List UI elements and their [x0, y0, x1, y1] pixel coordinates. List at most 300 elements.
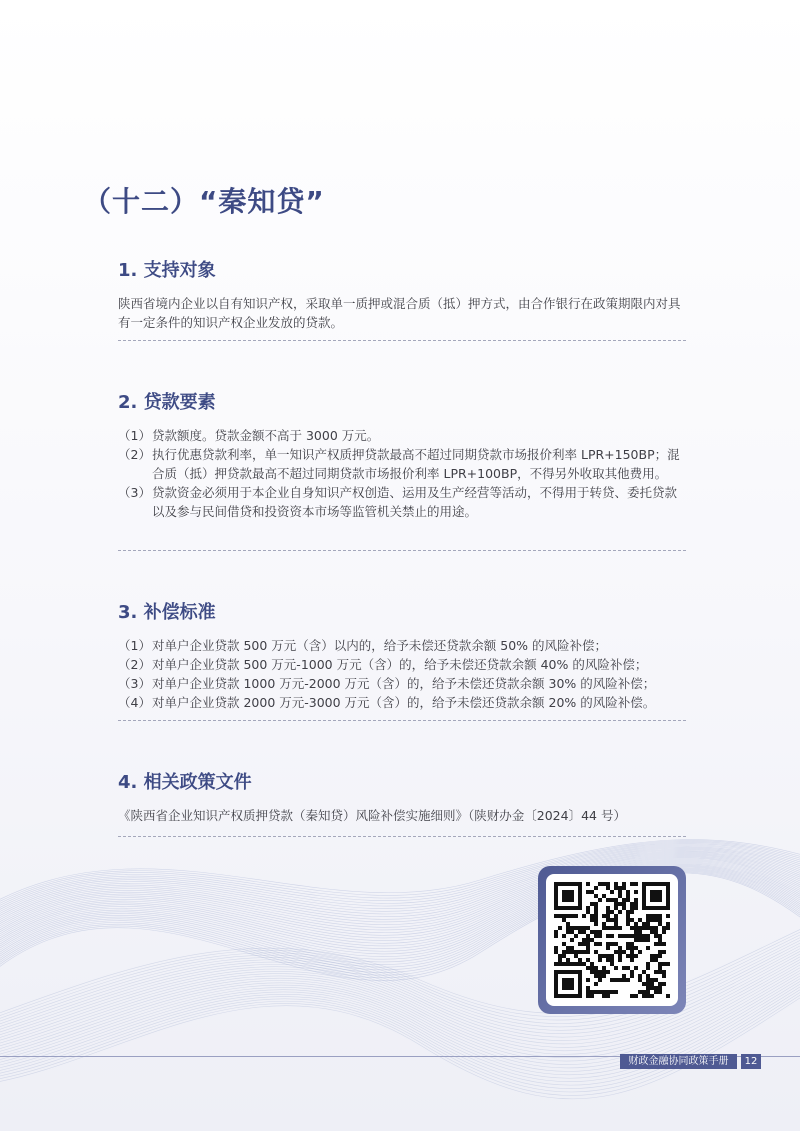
qr-module	[614, 882, 618, 886]
qr-module	[594, 906, 598, 910]
qr-module	[634, 946, 638, 950]
qr-module	[630, 970, 634, 974]
qr-module	[666, 886, 670, 890]
qr-module	[594, 974, 598, 978]
qr-module	[630, 958, 634, 962]
qr-module	[574, 906, 578, 910]
qr-module	[578, 950, 582, 954]
qr-module	[566, 982, 570, 986]
qr-module	[614, 942, 618, 946]
qr-module	[630, 910, 634, 914]
qr-module	[654, 942, 658, 946]
qr-module	[646, 986, 650, 990]
qr-module	[638, 938, 642, 942]
qr-module	[606, 994, 610, 998]
qr-module	[570, 898, 574, 902]
qr-module	[622, 966, 626, 970]
qr-module	[606, 886, 610, 890]
qr-module	[622, 906, 626, 910]
qr-module	[638, 918, 642, 922]
qr-module	[554, 994, 558, 998]
qr-module	[578, 930, 582, 934]
qr-module	[602, 922, 606, 926]
qr-module	[578, 990, 582, 994]
qr-module	[578, 978, 582, 982]
qr-module	[614, 922, 618, 926]
qr-module	[630, 902, 634, 906]
qr-module	[602, 954, 606, 958]
qr-module	[638, 950, 642, 954]
qr-module	[582, 962, 586, 966]
qr-module	[574, 934, 578, 938]
qr-module	[598, 970, 602, 974]
qr-module	[566, 930, 570, 934]
qr-module	[570, 914, 574, 918]
qr-module	[658, 962, 662, 966]
qr-module	[586, 910, 590, 914]
qr-module	[606, 954, 610, 958]
qr-module	[558, 882, 562, 886]
qr-module	[618, 950, 622, 954]
qr-module	[634, 994, 638, 998]
qr-module	[634, 902, 638, 906]
qr-module	[630, 974, 634, 978]
qr-module	[554, 990, 558, 994]
qr-module	[554, 906, 558, 910]
qr-module	[622, 902, 626, 906]
qr-module	[646, 906, 650, 910]
qr-module	[642, 994, 646, 998]
qr-module	[626, 910, 630, 914]
qr-module	[646, 914, 650, 918]
qr-module	[594, 930, 598, 934]
qr-module	[650, 958, 654, 962]
qr-module	[626, 966, 630, 970]
qr-module	[646, 982, 650, 986]
qr-module	[610, 954, 614, 958]
qr-module	[622, 978, 626, 982]
qr-module	[642, 902, 646, 906]
qr-module	[634, 966, 638, 970]
item-number: （3）	[118, 485, 151, 500]
qr-module	[586, 938, 590, 942]
qr-module	[554, 930, 558, 934]
qr-module	[554, 934, 558, 938]
qr-module	[562, 890, 566, 894]
qr-module	[602, 966, 606, 970]
qr-module	[618, 978, 622, 982]
qr-module	[666, 922, 670, 926]
qr-module	[578, 886, 582, 890]
qr-module	[618, 902, 622, 906]
qr-module	[634, 898, 638, 902]
qr-module	[626, 934, 630, 938]
qr-module	[606, 946, 610, 950]
qr-module	[582, 926, 586, 930]
qr-module	[654, 890, 658, 894]
qr-module	[618, 958, 622, 962]
qr-module	[658, 914, 662, 918]
qr-module	[658, 898, 662, 902]
qr-module	[638, 978, 642, 982]
list-item	[118, 483, 686, 521]
qr-module	[666, 906, 670, 910]
qr-module	[606, 958, 610, 962]
qr-module	[638, 930, 642, 934]
qr-module	[566, 970, 570, 974]
qr-module	[562, 894, 566, 898]
qr-module	[602, 970, 606, 974]
qr-module	[594, 942, 598, 946]
qr-module	[558, 954, 562, 958]
qr-module	[658, 918, 662, 922]
qr-module	[586, 934, 590, 938]
qr-code-card	[538, 866, 686, 1014]
qr-module	[610, 990, 614, 994]
qr-module	[626, 890, 630, 894]
qr-module	[646, 882, 650, 886]
qr-module	[594, 886, 598, 890]
qr-module	[574, 970, 578, 974]
qr-module	[554, 894, 558, 898]
qr-module	[614, 950, 618, 954]
qr-module	[634, 906, 638, 910]
qr-module	[586, 994, 590, 998]
qr-module	[650, 954, 654, 958]
qr-module	[554, 882, 558, 886]
qr-module	[598, 974, 602, 978]
qr-module	[646, 926, 650, 930]
qr-module	[582, 950, 586, 954]
item-text: 对单户企业贷款 1000 万元-2000 万元（含）的，给予未偿还贷款余额 30% 的风险补偿；	[152, 676, 656, 691]
qr-module	[586, 946, 590, 950]
qr-module	[558, 994, 562, 998]
qr-module	[654, 990, 658, 994]
list-item	[118, 445, 686, 483]
qr-module	[630, 918, 634, 922]
qr-module	[578, 958, 582, 962]
qr-module	[638, 974, 642, 978]
qr-module	[566, 962, 570, 966]
qr-module	[590, 918, 594, 922]
qr-module	[582, 930, 586, 934]
section-divider	[118, 550, 686, 551]
qr-module	[562, 982, 566, 986]
qr-module	[666, 890, 670, 894]
qr-module	[570, 894, 574, 898]
qr-module	[566, 898, 570, 902]
qr-module	[610, 898, 614, 902]
qr-module	[642, 990, 646, 994]
qr-module	[658, 934, 662, 938]
qr-module	[654, 926, 658, 930]
qr-module	[614, 918, 618, 922]
qr-module	[650, 930, 654, 934]
qr-module	[630, 994, 634, 998]
qr-module	[626, 914, 630, 918]
qr-module	[614, 902, 618, 906]
qr-module	[554, 890, 558, 894]
qr-module	[662, 882, 666, 886]
qr-module	[570, 882, 574, 886]
qr-module	[654, 954, 658, 958]
qr-module	[642, 886, 646, 890]
qr-module	[658, 970, 662, 974]
qr-module	[658, 894, 662, 898]
qr-module	[646, 994, 650, 998]
qr-module	[654, 882, 658, 886]
qr-module	[586, 986, 590, 990]
qr-module	[562, 942, 566, 946]
qr-module	[586, 882, 590, 886]
qr-module	[650, 978, 654, 982]
section-paragraph: 陕西省境内企业以自有知识产权，采取单一质押或混合质（抵）押方式，由合作银行在政策期限内对具有一定条件的知识产权企业发放的贷款。	[118, 296, 681, 330]
qr-module	[666, 926, 670, 930]
qr-module	[654, 986, 658, 990]
qr-module	[650, 914, 654, 918]
qr-module	[654, 906, 658, 910]
qr-module	[586, 906, 590, 910]
section-divider	[118, 340, 686, 341]
qr-module	[590, 938, 594, 942]
item-text: 对单户企业贷款 500 万元-1000 万元（含）的，给予未偿还贷款余额 40% 的风险补偿；	[152, 657, 648, 672]
qr-module	[574, 954, 578, 958]
qr-module	[574, 926, 578, 930]
list-item	[118, 655, 686, 674]
qr-module	[618, 954, 622, 958]
qr-module	[602, 974, 606, 978]
qr-module	[606, 926, 610, 930]
qr-module	[650, 918, 654, 922]
qr-module	[626, 946, 630, 950]
qr-module	[566, 958, 570, 962]
qr-module	[622, 950, 626, 954]
qr-module	[654, 914, 658, 918]
qr-module	[590, 990, 594, 994]
qr-module	[582, 938, 586, 942]
qr-module	[566, 926, 570, 930]
qr-code-icon	[554, 882, 670, 998]
qr-module	[606, 918, 610, 922]
qr-module	[622, 886, 626, 890]
qr-module	[606, 990, 610, 994]
qr-module	[562, 962, 566, 966]
item-list	[118, 426, 686, 521]
qr-module	[598, 954, 602, 958]
qr-module	[618, 890, 622, 894]
qr-module	[634, 938, 638, 942]
qr-module	[646, 966, 650, 970]
qr-module	[562, 934, 566, 938]
qr-module	[654, 898, 658, 902]
section-divider	[118, 720, 686, 721]
qr-module	[554, 886, 558, 890]
qr-module	[578, 902, 582, 906]
qr-module	[566, 950, 570, 954]
qr-module	[582, 914, 586, 918]
qr-module	[586, 966, 590, 970]
qr-module	[594, 970, 598, 974]
qr-module	[646, 962, 650, 966]
qr-module	[562, 970, 566, 974]
qr-module	[606, 882, 610, 886]
qr-module	[554, 902, 558, 906]
qr-module	[578, 974, 582, 978]
qr-module	[642, 882, 646, 886]
qr-module	[646, 978, 650, 982]
qr-module	[610, 962, 614, 966]
qr-module	[650, 982, 654, 986]
qr-module	[662, 950, 666, 954]
qr-module	[646, 934, 650, 938]
qr-module	[578, 894, 582, 898]
qr-module	[630, 942, 634, 946]
qr-module	[646, 990, 650, 994]
qr-module	[554, 898, 558, 902]
qr-module	[566, 946, 570, 950]
qr-module	[570, 982, 574, 986]
qr-module	[662, 906, 666, 910]
qr-module	[578, 926, 582, 930]
qr-module	[626, 918, 630, 922]
qr-module	[614, 906, 618, 910]
section-title: 2. 贷款要素	[118, 392, 216, 413]
qr-module	[594, 914, 598, 918]
qr-module	[650, 898, 654, 902]
qr-module	[554, 914, 558, 918]
section-compensation-standard	[118, 598, 686, 712]
qr-module	[598, 882, 602, 886]
qr-module	[654, 958, 658, 962]
qr-module	[634, 926, 638, 930]
qr-module	[610, 942, 614, 946]
qr-module	[598, 942, 602, 946]
qr-module	[614, 914, 618, 918]
qr-module	[554, 970, 558, 974]
qr-module	[590, 994, 594, 998]
qr-module	[594, 902, 598, 906]
qr-module	[578, 882, 582, 886]
qr-module	[666, 962, 670, 966]
qr-module	[618, 894, 622, 898]
qr-module	[642, 982, 646, 986]
qr-module	[654, 930, 658, 934]
qr-module	[586, 990, 590, 994]
qr-module	[586, 950, 590, 954]
qr-module	[606, 906, 610, 910]
qr-module	[606, 914, 610, 918]
qr-module	[598, 930, 602, 934]
qr-module	[566, 882, 570, 886]
item-number: （1）	[118, 428, 151, 443]
qr-code-background	[546, 874, 678, 1006]
qr-module	[662, 930, 666, 934]
qr-module	[558, 906, 562, 910]
qr-module	[574, 914, 578, 918]
qr-module	[578, 970, 582, 974]
qr-module	[606, 898, 610, 902]
qr-module	[626, 978, 630, 982]
qr-module	[666, 994, 670, 998]
qr-module	[650, 906, 654, 910]
qr-module	[558, 958, 562, 962]
qr-module	[570, 994, 574, 998]
qr-module	[570, 890, 574, 894]
qr-module	[630, 950, 634, 954]
qr-module	[566, 894, 570, 898]
qr-module	[554, 950, 558, 954]
qr-module	[606, 942, 610, 946]
qr-module	[578, 942, 582, 946]
qr-module	[658, 950, 662, 954]
qr-module	[606, 910, 610, 914]
qr-module	[622, 934, 626, 938]
item-text: 对单户企业贷款 2000 万元-3000 万元（含）的，给予未偿还贷款余额 20% 的风险补偿。	[152, 695, 656, 710]
qr-module	[658, 942, 662, 946]
item-number: （4）	[118, 695, 151, 710]
qr-module	[646, 946, 650, 950]
qr-module	[614, 966, 618, 970]
qr-module	[554, 978, 558, 982]
qr-module	[642, 970, 646, 974]
list-item	[118, 674, 686, 693]
qr-module	[562, 898, 566, 902]
qr-module	[630, 954, 634, 958]
list-item	[118, 636, 686, 655]
qr-module	[594, 966, 598, 970]
qr-module	[562, 986, 566, 990]
qr-module	[590, 962, 594, 966]
page-number: 12	[741, 1054, 761, 1069]
qr-module	[598, 958, 602, 962]
qr-module	[594, 894, 598, 898]
qr-module	[590, 966, 594, 970]
qr-module	[630, 934, 634, 938]
qr-module	[658, 982, 662, 986]
qr-module	[598, 990, 602, 994]
qr-module	[614, 886, 618, 890]
qr-module	[650, 994, 654, 998]
qr-module	[558, 970, 562, 974]
qr-module	[638, 934, 642, 938]
qr-module	[658, 938, 662, 942]
section-title: 3. 补偿标准	[118, 602, 216, 623]
qr-module	[554, 974, 558, 978]
qr-module	[642, 906, 646, 910]
qr-module	[662, 962, 666, 966]
qr-module	[558, 926, 562, 930]
qr-module	[638, 926, 642, 930]
qr-module	[666, 914, 670, 918]
section-title: 4. 相关政策文件	[118, 772, 252, 793]
item-number: （2）	[118, 447, 151, 462]
qr-module	[646, 974, 650, 978]
qr-module	[658, 986, 662, 990]
qr-module	[642, 934, 646, 938]
qr-module	[650, 882, 654, 886]
qr-module	[570, 970, 574, 974]
qr-module	[554, 982, 558, 986]
qr-module	[654, 978, 658, 982]
qr-module	[566, 994, 570, 998]
qr-module	[590, 930, 594, 934]
qr-module	[610, 978, 614, 982]
qr-module	[566, 922, 570, 926]
qr-module	[578, 898, 582, 902]
qr-module	[618, 946, 622, 950]
qr-module	[610, 926, 614, 930]
qr-module	[562, 950, 566, 954]
